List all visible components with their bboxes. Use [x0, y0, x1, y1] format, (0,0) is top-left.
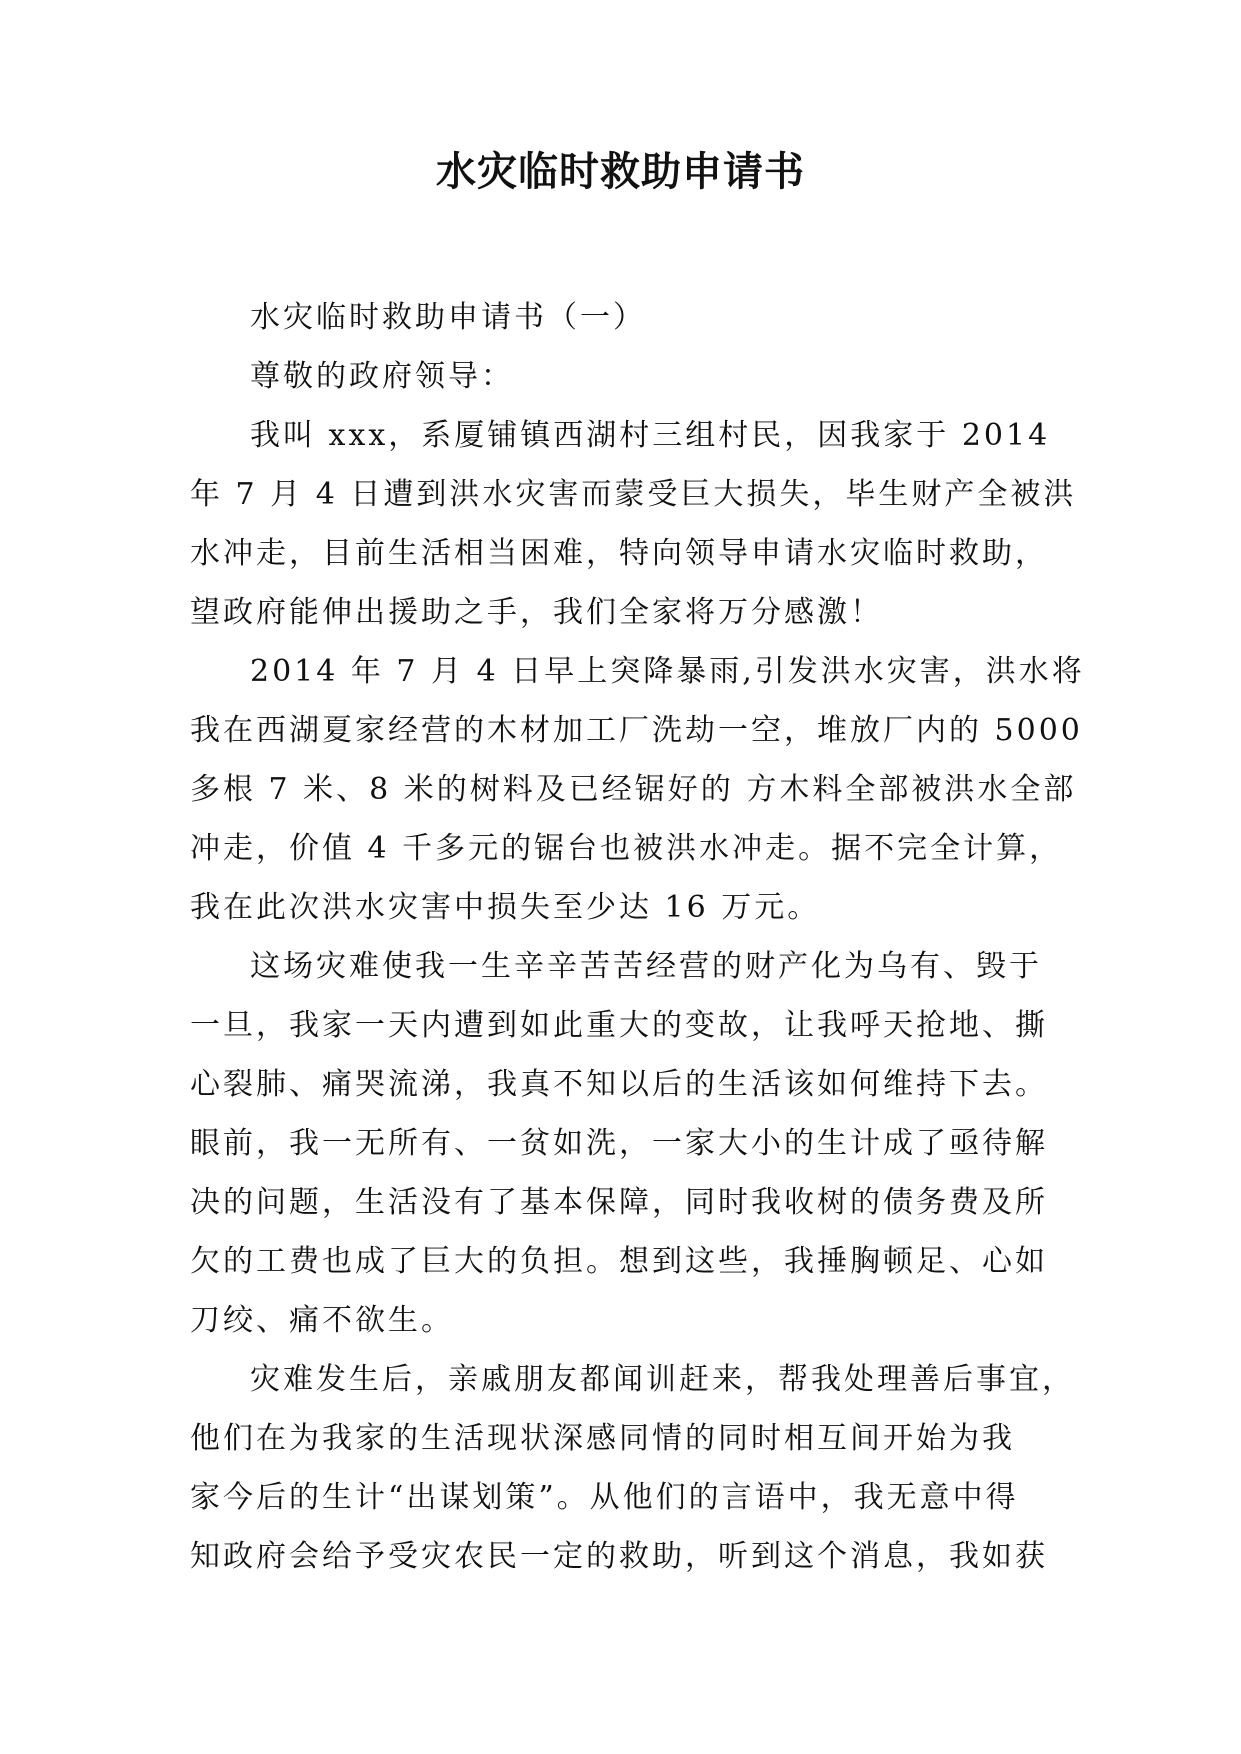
paragraph-line: 一旦，我家一天内遭到如此重大的变故，让我呼天抢地、撕	[190, 1008, 1048, 1043]
paragraph-line: 年 7 月 4 日遭到洪水灾害而蒙受巨大损失，毕生财产全被洪	[190, 477, 1077, 512]
paragraph-1	[190, 406, 1077, 642]
paragraph-line: 刀绞、痛不欲生。	[190, 1303, 454, 1338]
paragraph-line: 家今后的生计“出谋划策”。从他们的言语中，我无意中得	[190, 1480, 1019, 1515]
paragraph-line: 2014 年 7 月 4 日早上突降暴雨,引发洪水灾害，洪水将	[250, 654, 1085, 689]
paragraph-2	[190, 642, 1085, 937]
document-title: 水灾临时救助申请书	[436, 149, 805, 195]
paragraph-line: 他们在为我家的生活现状深感同情的同时相互间开始为我	[190, 1421, 1015, 1456]
paragraph-line: 眼前，我一无所有、一贫如洗，一家大小的生计成了亟待解	[190, 1126, 1048, 1161]
paragraph-line: 我叫 xxx，系厦铺镇西湖村三组村民，因我家于 2014	[250, 418, 1051, 453]
paragraph-line: 知政府会给予受灾农民一定的救助，听到这个消息，我如获	[190, 1539, 1048, 1574]
paragraph-4	[190, 1350, 1075, 1586]
paragraph-line: 这场灾难使我一生辛辛苦苦经营的财产化为乌有、毁于	[250, 949, 1042, 984]
paragraph-3	[190, 937, 1060, 1350]
paragraph-line: 决的问题，生活没有了基本保障，同时我收树的债务费及所	[190, 1185, 1048, 1220]
paragraph-line: 欠的工费也成了巨大的负担。想到这些，我捶胸顿足、心如	[190, 1244, 1048, 1279]
paragraph-line: 望政府能伸出援助之手，我们全家将万分感激！	[190, 595, 883, 630]
document-body	[190, 288, 1085, 1586]
salutation: 尊敬的政府领导：	[250, 359, 514, 394]
paragraph-line: 我在此次洪水灾害中损失至少达 16 万元。	[190, 890, 821, 925]
paragraph-line: 多根 7 米、8 米的树料及已经锯好的 方木料全部被洪水全部	[190, 772, 1077, 807]
paragraph-line: 灾难发生后，亲戚朋友都闻训赶来，帮我处理善后事宜，	[250, 1362, 1075, 1397]
paragraph-line: 水冲走，目前生活相当困难，特向领导申请水灾临时救助，	[190, 536, 1048, 571]
paragraph-line: 我在西湖夏家经营的木材加工厂洗劫一空，堆放厂内的 5000	[190, 713, 1083, 748]
paragraph-line: 心裂肺、痛哭流涕，我真不知以后的生活该如何维持下去。	[190, 1067, 1048, 1102]
subtitle: 水灾临时救助申请书（一）	[250, 300, 646, 335]
paragraph-line: 冲走，价值 4 千多元的锯台也被洪水冲走。据不完全计算，	[190, 831, 1063, 866]
